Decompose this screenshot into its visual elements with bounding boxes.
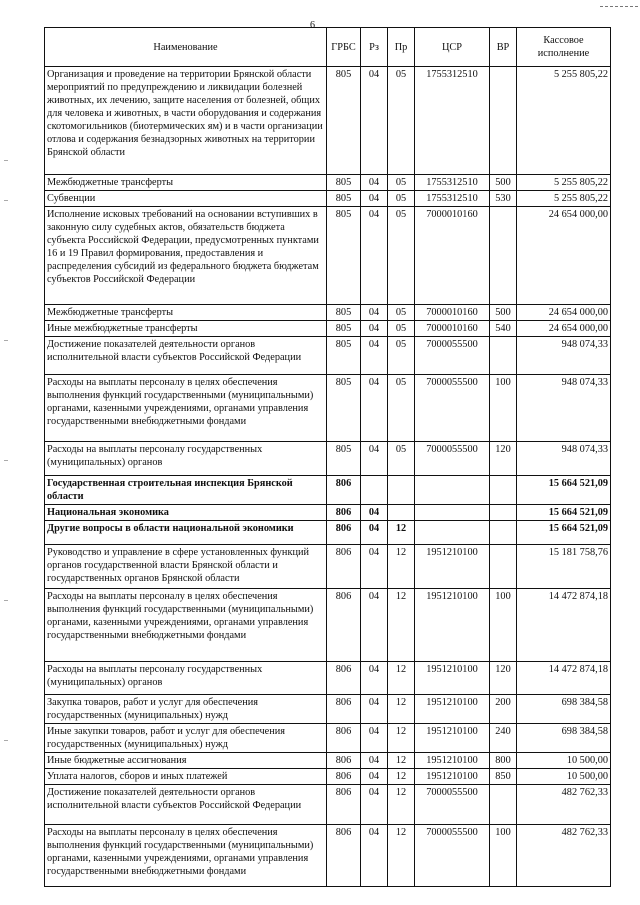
scan-edge-marks <box>4 40 12 860</box>
cell-pr <box>388 476 415 505</box>
cell-rz: 04 <box>361 825 388 887</box>
cell-pr: 12 <box>388 785 415 825</box>
cell-vr: 120 <box>490 662 517 695</box>
cell-pr: 05 <box>388 375 415 442</box>
cell-rz <box>361 476 388 505</box>
cell-name: Расходы на выплаты персоналу в целях обеспечения выполнения функций государственными (муниципальными) органами, казенными учреждениями, органами управления государственными внебюджетными фондами <box>45 589 327 662</box>
table-row <box>45 785 611 825</box>
cell-csr: 7000055500 <box>415 825 490 887</box>
cell-csr: 7000010160 <box>415 305 490 321</box>
table-header-row <box>45 28 611 67</box>
cell-csr: 1951210100 <box>415 769 490 785</box>
table-row <box>45 545 611 589</box>
table-row <box>45 442 611 476</box>
cell-grbs: 806 <box>327 545 361 589</box>
cell-pr: 05 <box>388 442 415 476</box>
cell-name: Субвенции <box>45 191 327 207</box>
cell-rz: 04 <box>361 175 388 191</box>
header-pr: Пр <box>388 28 415 67</box>
cell-vr: 500 <box>490 175 517 191</box>
cell-name: Иные межбюджетные трансферты <box>45 321 327 337</box>
cell-grbs: 806 <box>327 825 361 887</box>
cell-amount: 5 255 805,22 <box>517 175 611 191</box>
cell-csr: 7000010160 <box>415 321 490 337</box>
cell-amount: 948 074,33 <box>517 442 611 476</box>
cell-vr <box>490 337 517 375</box>
cell-rz: 04 <box>361 695 388 724</box>
cell-grbs: 805 <box>327 442 361 476</box>
cell-name: Расходы на выплаты персоналу государственных (муниципальных) органов <box>45 442 327 476</box>
cell-rz: 04 <box>361 769 388 785</box>
cell-amount: 482 762,33 <box>517 825 611 887</box>
cell-amount: 15 664 521,09 <box>517 476 611 505</box>
cell-pr: 12 <box>388 724 415 753</box>
cell-amount: 5 255 805,22 <box>517 191 611 207</box>
cell-amount: 15 664 521,09 <box>517 521 611 545</box>
cell-vr: 850 <box>490 769 517 785</box>
cell-rz: 04 <box>361 521 388 545</box>
cell-grbs: 805 <box>327 305 361 321</box>
cell-name: Иные закупки товаров, работ и услуг для обеспечения государственных (муниципальных) нужд <box>45 724 327 753</box>
cell-name: Государственная строительная инспекция Брянской области <box>45 476 327 505</box>
cell-amount: 948 074,33 <box>517 337 611 375</box>
cell-name: Межбюджетные трансферты <box>45 305 327 321</box>
cell-name: Достижение показателей деятельности органов исполнительной власти субъектов Российской Федерации <box>45 337 327 375</box>
cell-vr: 100 <box>490 589 517 662</box>
cell-rz: 04 <box>361 337 388 375</box>
table-row <box>45 305 611 321</box>
cell-amount: 948 074,33 <box>517 375 611 442</box>
cell-grbs: 805 <box>327 375 361 442</box>
cell-pr: 12 <box>388 695 415 724</box>
cell-grbs: 806 <box>327 476 361 505</box>
table-row <box>45 321 611 337</box>
table-row <box>45 521 611 545</box>
cell-pr: 12 <box>388 662 415 695</box>
cell-amount: 24 654 000,00 <box>517 321 611 337</box>
cell-vr: 200 <box>490 695 517 724</box>
cell-rz: 04 <box>361 545 388 589</box>
cell-name: Межбюджетные трансферты <box>45 175 327 191</box>
cell-grbs: 805 <box>327 175 361 191</box>
cell-rz: 04 <box>361 207 388 305</box>
cell-amount: 698 384,58 <box>517 695 611 724</box>
table-row <box>45 753 611 769</box>
cell-grbs: 805 <box>327 207 361 305</box>
cell-grbs: 806 <box>327 521 361 545</box>
cell-csr: 7000055500 <box>415 337 490 375</box>
cell-rz: 04 <box>361 191 388 207</box>
cell-vr: 500 <box>490 305 517 321</box>
cell-pr: 12 <box>388 521 415 545</box>
cell-vr <box>490 67 517 175</box>
cell-csr: 7000055500 <box>415 442 490 476</box>
cell-vr <box>490 207 517 305</box>
table-row <box>45 207 611 305</box>
cell-vr <box>490 785 517 825</box>
cell-rz: 04 <box>361 505 388 521</box>
cell-amount: 10 500,00 <box>517 753 611 769</box>
cell-grbs: 806 <box>327 785 361 825</box>
cell-grbs: 806 <box>327 589 361 662</box>
header-csr: ЦСР <box>415 28 490 67</box>
cell-vr: 240 <box>490 724 517 753</box>
cell-grbs: 806 <box>327 662 361 695</box>
cell-rz: 04 <box>361 305 388 321</box>
table-row <box>45 67 611 175</box>
cell-pr: 05 <box>388 321 415 337</box>
cell-vr: 120 <box>490 442 517 476</box>
cell-amount: 15 181 758,76 <box>517 545 611 589</box>
cell-rz: 04 <box>361 442 388 476</box>
cell-vr: 540 <box>490 321 517 337</box>
cell-csr: 1755312510 <box>415 175 490 191</box>
cell-name: Исполнение исковых требований на основании вступивших в законную силу судебных актов, обязательств бюджета субъекта Российской Федерации, предусмотренных пунктами 16 и 19 Правил формирования, предоставления и распределения субсидий из федерального бюджета бюджетам субъектов Российской Федерации <box>45 207 327 305</box>
cell-amount: 10 500,00 <box>517 769 611 785</box>
cell-pr: 12 <box>388 825 415 887</box>
cell-pr: 12 <box>388 769 415 785</box>
cell-vr <box>490 476 517 505</box>
cell-grbs: 805 <box>327 191 361 207</box>
table-row <box>45 337 611 375</box>
cell-grbs: 806 <box>327 769 361 785</box>
cell-csr: 1951210100 <box>415 753 490 769</box>
cell-pr: 05 <box>388 175 415 191</box>
cell-grbs: 806 <box>327 753 361 769</box>
cell-pr: 12 <box>388 753 415 769</box>
table-row <box>45 175 611 191</box>
cell-name: Закупка товаров, работ и услуг для обеспечения государственных (муниципальных) нужд <box>45 695 327 724</box>
table-row <box>45 589 611 662</box>
table-row <box>45 476 611 505</box>
header-cash-execution: Кассовое исполнение <box>517 28 611 67</box>
cell-amount: 24 654 000,00 <box>517 305 611 321</box>
cell-csr: 7000055500 <box>415 785 490 825</box>
table-row <box>45 191 611 207</box>
cell-rz: 04 <box>361 753 388 769</box>
cell-amount: 24 654 000,00 <box>517 207 611 305</box>
cell-csr: 1951210100 <box>415 589 490 662</box>
cell-name: Национальная экономика <box>45 505 327 521</box>
cell-amount: 482 762,33 <box>517 785 611 825</box>
cell-csr: 1951210100 <box>415 724 490 753</box>
cell-rz: 04 <box>361 375 388 442</box>
cell-csr: 1951210100 <box>415 662 490 695</box>
cell-csr <box>415 476 490 505</box>
cell-vr <box>490 521 517 545</box>
cell-grbs: 805 <box>327 321 361 337</box>
table-row <box>45 375 611 442</box>
cell-vr: 800 <box>490 753 517 769</box>
cell-name: Другие вопросы в области национальной экономики <box>45 521 327 545</box>
cell-pr <box>388 505 415 521</box>
cell-vr: 530 <box>490 191 517 207</box>
cell-csr <box>415 521 490 545</box>
cell-rz: 04 <box>361 785 388 825</box>
table-row <box>45 724 611 753</box>
top-dashed-rule <box>600 6 638 7</box>
cell-grbs: 805 <box>327 67 361 175</box>
cell-amount: 14 472 874,18 <box>517 589 611 662</box>
table-row <box>45 769 611 785</box>
cell-grbs: 805 <box>327 337 361 375</box>
cell-csr: 1951210100 <box>415 545 490 589</box>
cell-name: Достижение показателей деятельности органов исполнительной власти субъектов Российской Федерации <box>45 785 327 825</box>
cell-name: Организация и проведение на территории Брянской области мероприятий по предупреждению и ликвидации болезней животных, их лечению, защите населения от болезней, общих для человека и животных, в части оборудования и содержания скотомогильников (биотермических ям) и в части организации отлова и содержания безнадзорных животных на территории Брянской области <box>45 67 327 175</box>
cell-pr: 05 <box>388 191 415 207</box>
budget-execution-table <box>44 27 611 887</box>
cell-name: Расходы на выплаты персоналу в целях обеспечения выполнения функций государственными (муниципальными) органами, казенными учреждениями, органами управления государственными внебюджетными фондами <box>45 375 327 442</box>
cell-grbs: 806 <box>327 505 361 521</box>
cell-amount: 14 472 874,18 <box>517 662 611 695</box>
cell-grbs: 806 <box>327 695 361 724</box>
cell-name: Расходы на выплаты персоналу государственных (муниципальных) органов <box>45 662 327 695</box>
cell-name: Расходы на выплаты персоналу в целях обеспечения выполнения функций государственными (муниципальными) органами, казенными учреждениями, органами управления государственными внебюджетными фондами <box>45 825 327 887</box>
cell-csr <box>415 505 490 521</box>
cell-rz: 04 <box>361 67 388 175</box>
cell-csr: 1755312510 <box>415 191 490 207</box>
table-row <box>45 505 611 521</box>
table-row <box>45 695 611 724</box>
cell-csr: 7000010160 <box>415 207 490 305</box>
cell-vr <box>490 545 517 589</box>
cell-csr: 1951210100 <box>415 695 490 724</box>
header-name: Наименование <box>45 28 327 67</box>
header-rz: Рз <box>361 28 388 67</box>
cell-csr: 1755312510 <box>415 67 490 175</box>
table-row <box>45 825 611 887</box>
cell-rz: 04 <box>361 662 388 695</box>
cell-pr: 05 <box>388 67 415 175</box>
cell-pr: 05 <box>388 207 415 305</box>
header-grbs: ГРБС <box>327 28 361 67</box>
cell-pr: 05 <box>388 305 415 321</box>
cell-rz: 04 <box>361 724 388 753</box>
cell-grbs: 806 <box>327 724 361 753</box>
cell-vr: 100 <box>490 825 517 887</box>
cell-amount: 698 384,58 <box>517 724 611 753</box>
cell-name: Иные бюджетные ассигнования <box>45 753 327 769</box>
page-number: 6 <box>310 20 315 31</box>
cell-amount: 15 664 521,09 <box>517 505 611 521</box>
table-row <box>45 662 611 695</box>
cell-pr: 05 <box>388 337 415 375</box>
cell-pr: 12 <box>388 589 415 662</box>
cell-rz: 04 <box>361 321 388 337</box>
cell-pr: 12 <box>388 545 415 589</box>
cell-csr: 7000055500 <box>415 375 490 442</box>
cell-rz: 04 <box>361 589 388 662</box>
cell-vr <box>490 505 517 521</box>
header-vr: ВР <box>490 28 517 67</box>
cell-vr: 100 <box>490 375 517 442</box>
cell-name: Уплата налогов, сборов и иных платежей <box>45 769 327 785</box>
cell-amount: 5 255 805,22 <box>517 67 611 175</box>
cell-name: Руководство и управление в сфере установленных функций органов государственной власти Брянской области и государственных органов Брянской области <box>45 545 327 589</box>
